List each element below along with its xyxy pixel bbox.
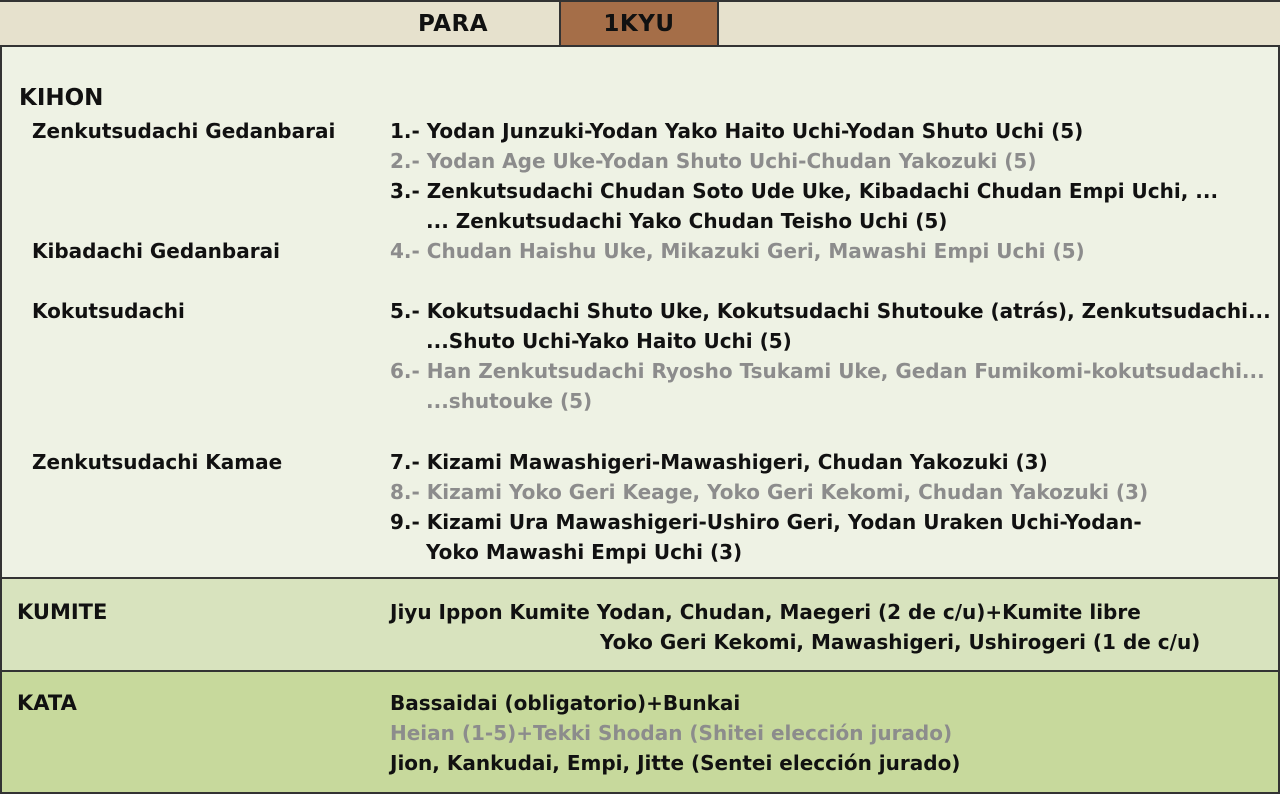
- technique-line: ...Shuto Uchi-Yako Haito Uchi (5): [426, 329, 792, 353]
- kumite-line: Jiyu Ippon Kumite Yodan, Chudan, Maegeri (2 de c/u)+Kumite libre: [390, 600, 1141, 624]
- level-badge: 1KYU: [559, 2, 719, 45]
- para-label: PARA: [417, 10, 489, 37]
- kihon-section: [0, 47, 1280, 579]
- technique-line: ... Zenkutsudachi Yako Chudan Teisho Uchi (5): [426, 209, 948, 233]
- kihon-title: KIHON: [19, 85, 104, 111]
- stance-label: Kokutsudachi: [32, 299, 185, 323]
- technique-line: 2.- Yodan Age Uke-Yodan Shuto Uchi-Chudan Yakozuki (5): [390, 149, 1037, 173]
- technique-line: 6.- Han Zenkutsudachi Ryosho Tsukami Uke, Gedan Fumikomi-kokutsudachi...: [390, 359, 1265, 383]
- stance-label: Zenkutsudachi Gedanbarai: [32, 119, 336, 143]
- kata-title: KATA: [17, 691, 77, 715]
- kata-line: Heian (1-5)+Tekki Shodan (Shitei elección jurado): [390, 721, 953, 745]
- stance-label: Kibadachi Gedanbarai: [32, 239, 280, 263]
- technique-line: 1.- Yodan Junzuki-Yodan Yako Haito Uchi-Yodan Shuto Uchi (5): [390, 119, 1084, 143]
- header-bar: [0, 0, 1280, 47]
- technique-line: Yoko Mawashi Empi Uchi (3): [426, 540, 743, 564]
- kumite-title: KUMITE: [17, 600, 108, 624]
- kata-section: [0, 672, 1280, 794]
- technique-line: ...shutouke (5): [426, 389, 593, 413]
- technique-line: 7.- Kizami Mawashigeri-Mawashigeri, Chudan Yakozuki (3): [390, 450, 1048, 474]
- technique-line: 3.- Zenkutsudachi Chudan Soto Ude Uke, Kibadachi Chudan Empi Uchi, ...: [390, 179, 1219, 203]
- technique-line: 4.- Chudan Haishu Uke, Mikazuki Geri, Mawashi Empi Uchi (5): [390, 239, 1085, 263]
- stance-label: Zenkutsudachi Kamae: [32, 450, 283, 474]
- kumite-section: [0, 579, 1280, 672]
- kumite-line: Yoko Geri Kekomi, Mawashigeri, Ushirogeri (1 de c/u): [600, 630, 1201, 654]
- kata-line: Bassaidai (obligatorio)+Bunkai: [390, 691, 741, 715]
- technique-line: 9.- Kizami Ura Mawashigeri-Ushiro Geri, Yodan Uraken Uchi-Yodan-: [390, 510, 1142, 534]
- technique-line: 8.- Kizami Yoko Geri Keage, Yoko Geri Kekomi, Chudan Yakozuki (3): [390, 480, 1149, 504]
- kata-line: Jion, Kankudai, Empi, Jitte (Sentei elección jurado): [390, 751, 961, 775]
- technique-line: 5.- Kokutsudachi Shuto Uke, Kokutsudachi Shutouke (atrás), Zenkutsudachi...: [390, 299, 1271, 323]
